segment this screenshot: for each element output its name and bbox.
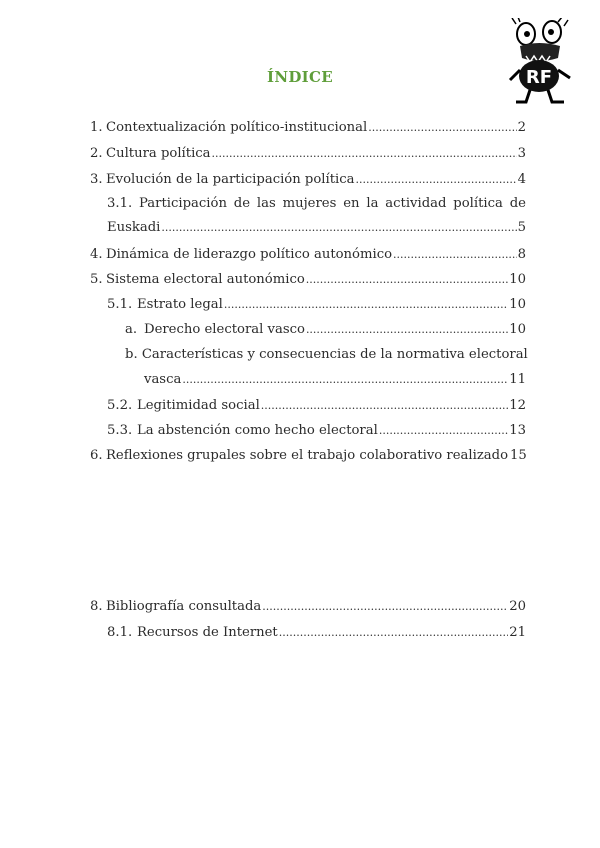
toc-entry-page: 8 — [517, 247, 526, 262]
toc-leader — [393, 246, 517, 264]
toc-entry-page: 10 — [509, 297, 526, 312]
page-title: ÍNDICE — [267, 68, 333, 86]
toc-entry-3-1-line1[interactable] — [107, 195, 526, 213]
toc-entry-page: 10 — [509, 322, 526, 337]
toc-entry-5-1[interactable] — [107, 296, 526, 314]
toc-entry-number: 1. — [90, 120, 103, 135]
toc-entry-3[interactable] — [90, 171, 526, 189]
toc-entry-page: 5 — [517, 220, 526, 235]
toc-entry-number: 5.2. — [107, 398, 133, 413]
toc-entry-text: Evolución de la participación política — [106, 172, 355, 187]
logo-text: RF — [525, 67, 553, 88]
toc-entry-number: 4. — [90, 247, 103, 262]
toc-entry-page: 11 — [509, 372, 526, 387]
toc-entry-number: 8.1. — [107, 625, 133, 640]
toc-leader — [262, 598, 508, 616]
toc-leader — [261, 397, 508, 415]
toc-leader — [379, 422, 508, 440]
toc-entry-5-1-b-line2[interactable] — [144, 371, 526, 389]
toc-entry-page: 2 — [517, 120, 526, 135]
toc-entry-text: Características y consecuencias de la normativa electoral — [141, 347, 528, 362]
toc-leader — [306, 271, 508, 289]
toc-entry-8-1[interactable] — [107, 624, 526, 642]
toc-entry-number: 5. — [90, 272, 103, 287]
toc-leader — [279, 624, 508, 642]
toc-entry-text: Participación de las mujeres en la actividad política de — [139, 196, 526, 211]
toc-entry-text: Euskadi — [107, 220, 161, 235]
toc-entry-3-1-line2[interactable] — [107, 219, 526, 237]
toc-leader — [306, 321, 508, 339]
toc-entry-number: 5.3. — [107, 423, 133, 438]
toc-entry-8[interactable] — [90, 598, 526, 616]
toc-entry-number: 2. — [90, 146, 103, 161]
toc-entry-5-1-a[interactable] — [125, 321, 526, 339]
toc-entry-page: 21 — [509, 625, 526, 640]
toc-entry-text: Legitimidad social — [137, 398, 260, 413]
toc-entry-5-3[interactable] — [107, 422, 526, 440]
toc-leader — [368, 119, 516, 137]
toc-leader — [224, 296, 508, 314]
toc-entry-number: b. — [125, 347, 138, 362]
toc-entry-text: Recursos de Internet — [137, 625, 278, 640]
toc-entry-number: 8. — [90, 599, 103, 614]
rat-mascot-icon — [508, 18, 572, 104]
toc-entry-text: Cultura política — [106, 146, 211, 161]
toc-entry-page: 10 — [509, 272, 526, 287]
toc-entry-6[interactable] — [90, 447, 526, 465]
toc-entry-text: Estrato legal — [137, 297, 223, 312]
toc-entry-page: 3 — [517, 146, 526, 161]
toc-entry-text: Bibliografía consultada — [106, 599, 262, 614]
toc-entry-text: Reflexiones grupales sobre el trabajo colaborativo realizado — [106, 448, 509, 463]
toc-entry-5[interactable] — [90, 271, 526, 289]
toc-entry-page: 12 — [509, 398, 526, 413]
toc-entry-number: 3.1. — [107, 196, 133, 211]
toc-entry-2[interactable] — [90, 145, 526, 163]
toc-leader — [182, 371, 508, 389]
toc-entry-page: 13 — [509, 423, 526, 438]
toc-entry-number: 5.1. — [107, 297, 133, 312]
toc-entry-text: Derecho electoral vasco — [144, 322, 305, 337]
toc-entry-page: 15 — [510, 448, 527, 463]
toc-leader — [161, 219, 516, 237]
toc-entry-page: 20 — [509, 599, 526, 614]
toc-entry-text: Contextualización político-institucional — [106, 120, 368, 135]
toc-entry-5-2[interactable] — [107, 397, 526, 415]
toc-entry-number: a. — [125, 322, 138, 337]
toc-entry-text: La abstención como hecho electoral — [137, 423, 378, 438]
toc-leader — [212, 145, 517, 163]
toc-entry-number: 3. — [90, 172, 103, 187]
toc-entry-5-1-b-line1[interactable] — [125, 346, 526, 364]
toc-entry-4[interactable] — [90, 246, 526, 264]
toc-entry-text: Sistema electoral autonómico — [106, 272, 305, 287]
toc-entry-page: 4 — [517, 172, 526, 187]
toc-entry-text: vasca — [144, 372, 182, 387]
toc-entry-text: Dinámica de liderazgo político autonómico — [106, 247, 393, 262]
toc-entry-number: 6. — [90, 448, 103, 463]
toc-leader — [356, 171, 517, 189]
toc-entry-1[interactable] — [90, 119, 526, 137]
